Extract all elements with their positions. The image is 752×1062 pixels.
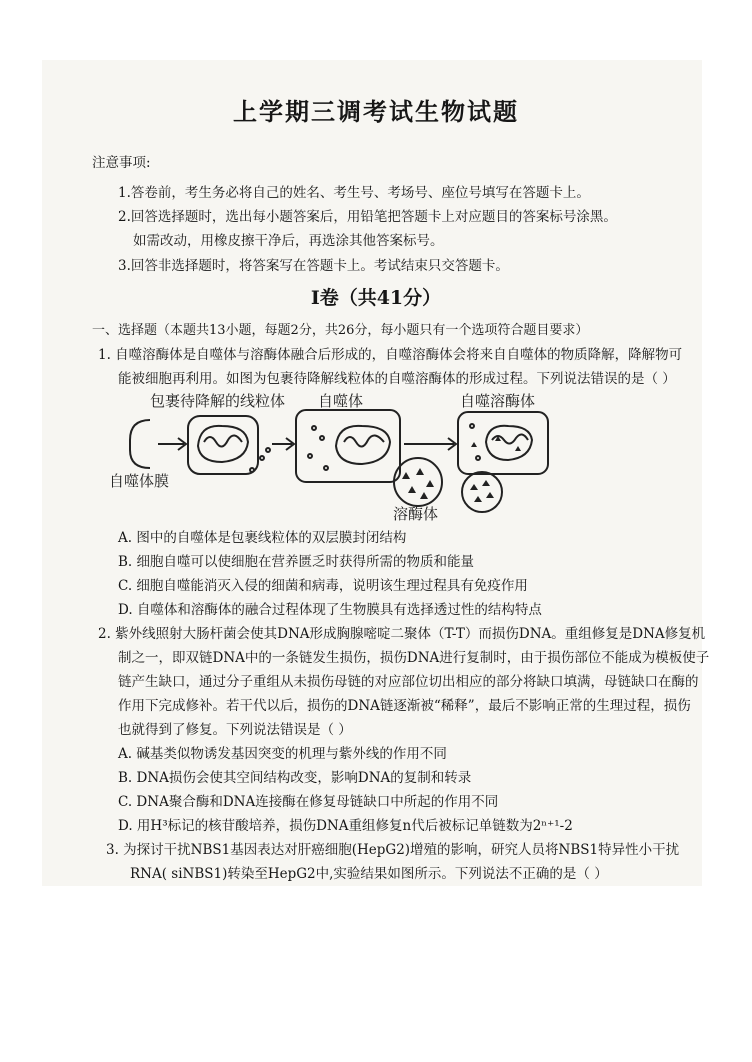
fig-label-autophagosome: 自噬体 <box>318 392 364 410</box>
cell-2 <box>296 410 400 482</box>
q1-option-d: D. 自噬体和溶酶体的融合过程体现了生物膜具有选择透过性的结构特点 <box>118 602 542 618</box>
cell-3 <box>458 412 548 474</box>
q2-stem-line-4: 作用下完成修补。若干代以后，损伤的DNA链逐渐被“稀释”，最后不影响正常的生理过程，损伤 <box>118 698 691 714</box>
section-title: Ⅰ卷（共41分） <box>310 287 442 309</box>
q3-stem-line-2: RNA( siNBS1)转染至HepG2中,实验结果如图所示。下列说法不正确的是（ ） <box>130 866 608 882</box>
lysosome-1 <box>394 458 442 506</box>
lysosome-2 <box>462 472 502 512</box>
notice-item-2: 2.回答选择题时，选出每小题答案后，用铅笔把答题卡上对应题目的答案标号涂黑。 <box>118 209 617 225</box>
notice-heading: 注意事项: <box>92 155 151 171</box>
q1-option-c: C. 细胞自噬能消灭入侵的细菌和病毒，说明该生理过程具有免疫作用 <box>118 578 528 594</box>
q2-option-c: C. DNA聚合酶和DNA连接酶在修复母链缺口中所起的作用不同 <box>118 794 499 810</box>
q1-stem-line-1: 1. 自噬溶酶体是自噬体与溶酶体融合后形成的，自噬溶酶体会将来自自噬体的物质降解，降解物可 <box>98 347 683 363</box>
q2-stem-line-2: 制之一，即双链DNA中的一条链发生损伤，损伤DNA进行复制时，由于损伤部位不能成为模板使子 <box>118 650 710 666</box>
fig-label-membrane: 自噬体膜 <box>109 472 170 490</box>
notice-item-2-cont: 如需改动，用橡皮擦干净后，再选涂其他答案标号。 <box>133 233 444 249</box>
q2-option-d: D. 用H³标记的核苷酸培养，损伤DNA重组修复n代后被标记单链数为2ⁿ⁺¹-2 <box>118 818 573 834</box>
q1-option-a: A. 图中的自噬体是包裹线粒体的双层膜封闭结构 <box>118 530 407 546</box>
mitochondrion-2 <box>336 426 390 464</box>
fig-label-autolysosome: 自噬溶酶体 <box>460 392 536 410</box>
q2-stem-line-5: 也就得到了修复。下列说法错误是（ ） <box>118 722 352 738</box>
q2-option-b: B. DNA损伤会使其空间结构改变，影响DNA的复制和转录 <box>118 770 472 786</box>
autophagy-diagram <box>100 380 560 520</box>
page-title: 上学期三调考试生物试题 <box>233 97 519 126</box>
isolation-membrane <box>130 420 150 468</box>
q2-stem-line-1: 2. 紫外线照射大肠杆菌会使其DNA形成胸腺嘧啶二聚体（T-T）而损伤DNA。重组修复是DNA修复机 <box>98 626 706 642</box>
q2-option-a: A. 碱基类似物诱发基因突变的机理与紫外线的作用不同 <box>118 746 447 762</box>
q2-stem-line-3: 链产生缺口，通过分子重组从未损伤母链的对应部位切出相应的部分将缺口填满，母链缺口在酶的 <box>118 674 699 690</box>
fig-label-lysosome: 溶酶体 <box>393 505 439 523</box>
fig-label-wrapped-mito: 包裹待降解的线粒体 <box>150 392 286 410</box>
part-heading: 一、选择题（本题共13小题，每题2分，共26分，每小题只有一个选项符合题目要求） <box>92 323 589 338</box>
q1-option-b: B. 细胞自噬可以使细胞在营养匮乏时获得所需的物质和能量 <box>118 554 475 570</box>
notice-item-1: 1.答卷前，考生务必将自己的姓名、考生号、考场号、座位号填写在答题卡上。 <box>118 185 590 201</box>
notice-item-3: 3.回答非选择题时，将答案写在答题卡上。考试结束只交答题卡。 <box>118 258 509 274</box>
q3-stem-line-1: 3. 为探讨干扰NBS1基因表达对肝癌细胞(HepG2)增殖的影响，研究人员将NBS1特异性小干扰 <box>106 842 680 858</box>
q1-stem-line-2: 能被细胞再利用。如图为包裹待降解线粒体的自噬溶酶体的形成过程。下列说法错误的是（ ） <box>118 371 676 387</box>
mitochondrion-1 <box>198 426 248 462</box>
